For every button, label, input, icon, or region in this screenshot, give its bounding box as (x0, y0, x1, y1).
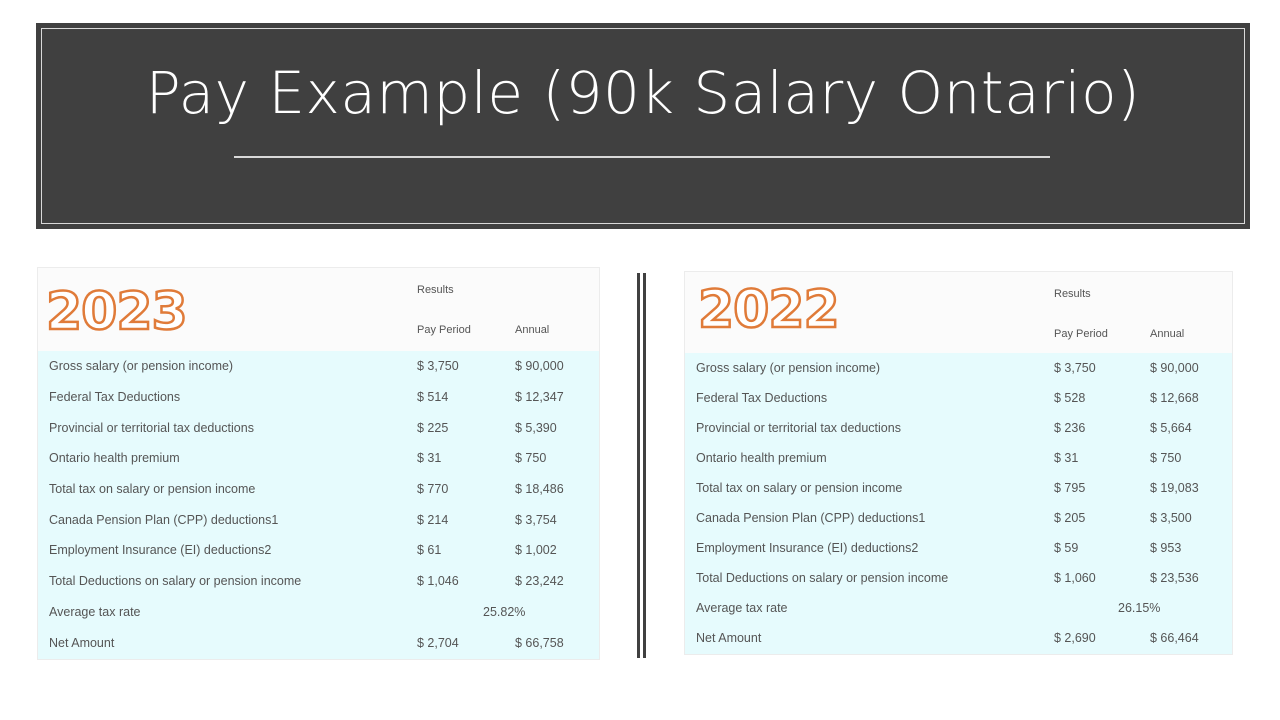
pay-period-value: $ 31 (417, 451, 442, 466)
title-underline (234, 156, 1050, 158)
pay-period-value: $ 514 (417, 390, 449, 405)
results-header: Results (417, 284, 454, 296)
annual-value: $ 5,664 (1150, 421, 1192, 435)
vertical-divider (637, 273, 640, 658)
row-label: Provincial or territorial tax deductions (49, 420, 254, 435)
table-row (685, 383, 1232, 413)
annual-value: $ 66,758 (515, 635, 564, 650)
annual-value: $ 23,242 (515, 574, 564, 589)
table-row (685, 443, 1232, 473)
annual-value: $ 12,668 (1150, 391, 1199, 405)
annual-value: $ 19,083 (1150, 481, 1199, 495)
average-tax-rate-value: 26.15% (1118, 601, 1161, 615)
pay-period-value: $ 225 (417, 420, 449, 435)
row-label: Ontario health premium (49, 451, 180, 466)
table-row (685, 503, 1232, 533)
average-tax-rate-row (38, 597, 599, 628)
net-amount-row (38, 627, 599, 658)
row-label: Net Amount (696, 631, 762, 645)
annual-header: Annual (1150, 328, 1185, 340)
row-label: Employment Insurance (EI) deductions2 (49, 543, 272, 558)
row-label: Total tax on salary or pension income (696, 481, 903, 495)
row-label: Average tax rate (49, 604, 141, 619)
table-row (685, 413, 1232, 443)
average-tax-rate-row (685, 593, 1232, 623)
year-label: 2023 (46, 282, 187, 342)
table-row (685, 473, 1232, 503)
annual-value: $ 12,347 (515, 390, 564, 405)
pay-period-value: $ 61 (417, 543, 442, 558)
pay-period-header: Pay Period (1054, 328, 1108, 340)
results-table (685, 353, 1232, 654)
annual-value: $ 66,464 (1150, 631, 1199, 645)
table-row (38, 412, 599, 443)
pay-period-value: $ 205 (1054, 511, 1086, 525)
year-label: 2022 (698, 280, 839, 340)
table-row (38, 382, 599, 413)
annual-value: $ 1,002 (515, 543, 557, 558)
annual-value: $ 953 (1150, 541, 1182, 555)
pay-period-header: Pay Period (417, 324, 471, 336)
table-row (38, 443, 599, 474)
pay-period-value: $ 1,060 (1054, 571, 1096, 585)
row-label: Gross salary (or pension income) (49, 359, 234, 374)
pay-period-value: $ 528 (1054, 391, 1086, 405)
table-row (38, 535, 599, 566)
row-label: Federal Tax Deductions (696, 391, 828, 405)
annual-value: $ 90,000 (515, 359, 564, 374)
pay-period-value: $ 31 (1054, 451, 1079, 465)
row-label: Provincial or territorial tax deductions (696, 421, 901, 435)
row-label: Ontario health premium (696, 451, 827, 465)
pay-period-value: $ 214 (417, 512, 449, 527)
row-label: Canada Pension Plan (CPP) deductions1 (49, 512, 279, 527)
row-label: Total Deductions on salary or pension income (49, 574, 302, 589)
pay-panel-2022 (684, 271, 1233, 655)
pay-period-value: $ 3,750 (417, 359, 459, 374)
pay-period-value: $ 795 (1054, 481, 1086, 495)
table-row (685, 563, 1232, 593)
results-header: Results (1054, 288, 1091, 300)
results-table (38, 351, 599, 659)
annual-value: $ 5,390 (515, 420, 557, 435)
row-label: Total Deductions on salary or pension income (696, 571, 949, 585)
row-label: Total tax on salary or pension income (49, 482, 256, 497)
annual-value: $ 3,500 (1150, 511, 1192, 525)
vertical-divider (643, 273, 646, 658)
row-label: Canada Pension Plan (CPP) deductions1 (696, 511, 926, 525)
pay-period-value: $ 2,690 (1054, 631, 1096, 645)
table-row (685, 353, 1232, 383)
table-row (38, 351, 599, 382)
row-label: Employment Insurance (EI) deductions2 (696, 541, 919, 555)
pay-period-value: $ 3,750 (1054, 361, 1096, 375)
annual-value: $ 750 (1150, 451, 1182, 465)
table-row (38, 504, 599, 535)
average-tax-rate-value: 25.82% (483, 604, 526, 619)
pay-period-value: $ 59 (1054, 541, 1079, 555)
annual-value: $ 3,754 (515, 512, 557, 527)
table-row (38, 474, 599, 505)
slide-title: Pay Example (90k Salary Ontario) (145, 59, 1141, 127)
net-amount-row (685, 623, 1232, 653)
title-banner (36, 23, 1250, 229)
annual-value: $ 18,486 (515, 482, 564, 497)
row-label: Net Amount (49, 635, 115, 650)
table-row (685, 533, 1232, 563)
annual-value: $ 750 (515, 451, 547, 466)
row-label: Gross salary (or pension income) (696, 361, 881, 375)
table-row (38, 566, 599, 597)
row-label: Average tax rate (696, 601, 788, 615)
annual-header: Annual (515, 324, 550, 336)
pay-period-value: $ 2,704 (417, 635, 459, 650)
pay-period-value: $ 236 (1054, 421, 1086, 435)
pay-period-value: $ 770 (417, 482, 449, 497)
annual-value: $ 90,000 (1150, 361, 1199, 375)
pay-period-value: $ 1,046 (417, 574, 459, 589)
row-label: Federal Tax Deductions (49, 390, 181, 405)
pay-panel-2023 (37, 267, 600, 660)
annual-value: $ 23,536 (1150, 571, 1199, 585)
